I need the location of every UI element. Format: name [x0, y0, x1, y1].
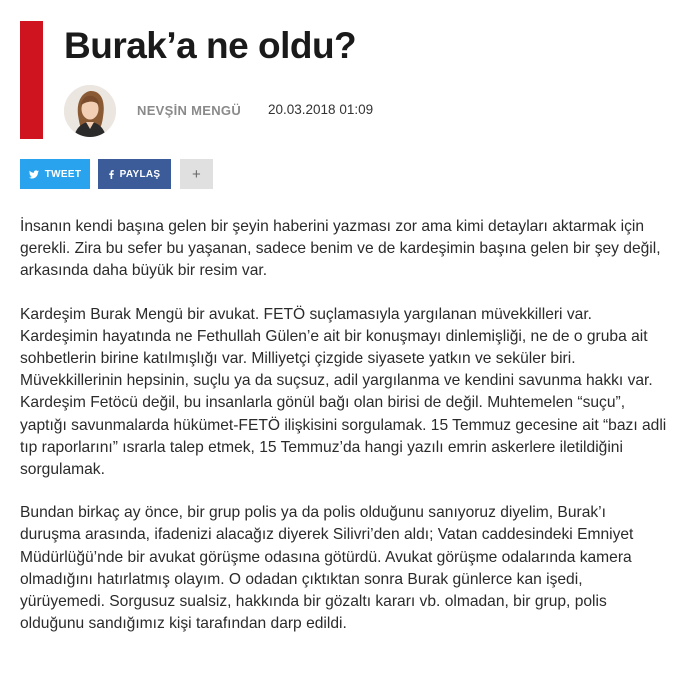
author-avatar[interactable]	[64, 85, 116, 137]
tweet-button[interactable]	[20, 159, 90, 189]
article-paragraph-3: Bundan birkaç ay önce, bir grup polis ya da polis olduğunu sanıyoruz diyelim, Burak’ı duruşma arasında, ifadenizi alacağız diyerek Silivri’den aldı; Vatan caddesindeki Emniyet Müdürlüğü’nde bir avukat görüşme odasına götürdü. Avukat görüşme odalarında kamera olmadığını hatırlatmış olayım. O odadan çıktıktan sonra Burak günlerce kan işedi, yürüyemedi. Sorgusuz sualsiz, hakkında bir gözaltı kararı vb. olmadan, bir grup, polis olduğunu sandığımız kişi tarafından darp edildi.	[20, 504, 634, 633]
article-body	[20, 216, 668, 656]
article-paragraph-2: Kardeşim Burak Mengü bir avukat. FETÖ suçlamasıyla yargılanan müvekkilleri var. Kardeşimin hayatında ne Fethullah Gülen’e ait bir konuşmayı dinlemişliği, ne de o gruba ait sohbetlerin birine katılmışlığı var. Milliyetçi çizgide siyasete yatkın ve seküler biri. Müvekkillerinin hepsinin, suçlu ya da suçsuz, adil yargılanma ve kendini savunma hakkı var. Kardeşim Fetöcü değil, bu insanlarla gönül bağı olan birisi de değil. Muhtemelen “suçu”, yaptığı savunmalarda hükümet-FETÖ ilişkisini sorgulamak. 15 Temmuz gecesine ait “bazı adli tıp raporlarını” ısrarla talep etmek, 15 Temmuz’da hangi yazılı emrin askerlere iletildiğini sorgulamak.	[20, 305, 667, 479]
more-share-button[interactable]: +	[180, 159, 213, 189]
article-paragraph-1: İnsanın kendi başına gelen bir şeyin haberini yazması zor ama kimi detayları aktarmak için gerekli. Zira bu sefer bu yaşanan, sadece benim ve de kardeşimin başına gelen bir şey değil, arkasında daha büyük bir resim var.	[20, 218, 661, 280]
facebook-share-button[interactable]	[98, 159, 171, 189]
twitter-bird-icon	[29, 170, 39, 179]
title-accent-bar	[20, 21, 43, 139]
facebook-f-icon	[109, 170, 114, 179]
tweet-label: TWEET	[44, 168, 82, 180]
publish-date: 20.03.2018 01:09	[268, 102, 374, 117]
facebook-share-label: PAYLAŞ	[119, 168, 161, 180]
article-title: Burak’a ne oldu?	[64, 25, 357, 66]
author-name[interactable]: NEVŞİN MENGÜ	[137, 103, 242, 118]
